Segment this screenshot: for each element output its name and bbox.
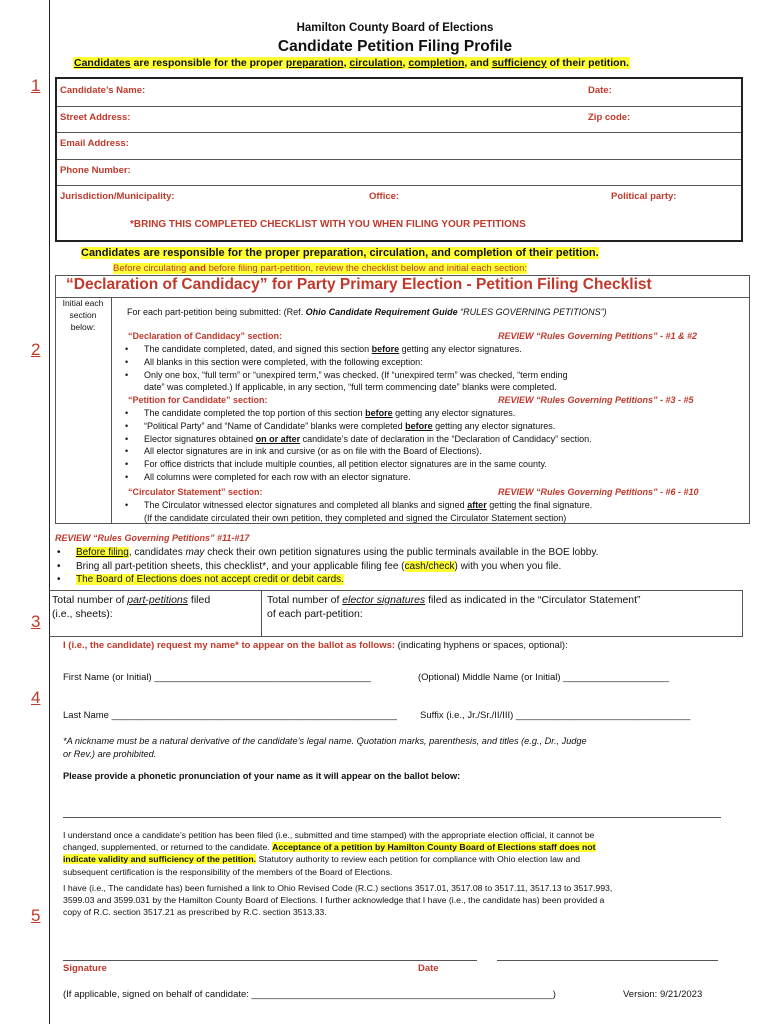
petition-section-head: “Petition for Candidate” section:: [128, 395, 268, 405]
filing-reminders: [52, 546, 752, 587]
list-item: • The Board of Elections does not accept credit or debit cards.: [52, 573, 752, 587]
responsibility-banner: Candidates are responsible for the proper preparation, circulation, completion, and sufficiency of their petition.: [74, 57, 629, 69]
list-item: • All columns were completed for each row with an elector signature.: [120, 471, 750, 484]
middle-name-field[interactable]: (Optional) Middle Name (or Initial) ____________________: [418, 672, 669, 683]
zip-code-label: Zip code:: [588, 111, 631, 123]
ohio-code-paragraph: I have (i.e., The candidate has) been furnished a link to Ohio Revised Code (R.C.) sections 3517.01, 3517.08 to 3517.11, 3517.13 to 3517.993, 3599.03 and 3599.031 by the Hamilton County Board of Elections. I further acknowledge that I have (i.e., the candidate has) been provided a copy of R.C. section 3517.21 as prescribed by R.C. section 3513.33.: [63, 883, 613, 918]
office-label: Office:: [369, 191, 400, 202]
responsibility-notice: Candidates are responsible for the proper preparation, circulation, and completion of their petition.: [81, 247, 599, 259]
street-row[interactable]: [57, 106, 741, 134]
review-rules-11-17: REVIEW “Rules Governing Petitions” #11-#17: [55, 533, 250, 543]
section-number-3: 3: [31, 612, 41, 631]
section-number-2: 2: [31, 340, 41, 359]
candidate-info-box: [55, 77, 743, 242]
signature-label: Signature: [63, 963, 107, 974]
phonetic-prompt: Please provide a phonetic pronunciation of your name as it will appear on the ballot below:: [63, 771, 461, 781]
list-item: • Only one box, “full term” or “unexpired term,” was checked. (If “unexpired term” was checked, “term ending date” was completed.) If applicable, in any section, “full term commencing date” blanks were completed.: [120, 369, 750, 395]
section-number-5: 5: [31, 906, 41, 925]
version-label: Version: 9/21/2023: [623, 989, 703, 1000]
review-rules-6-10: REVIEW “Rules Governing Petitions” - #6 - #10: [498, 487, 699, 497]
list-item: • Bring all part-petition sheets, this checklist*, and your applicable filing fee (cash/check) with you when you file.: [52, 560, 752, 574]
political-party-label: Political party:: [611, 191, 677, 202]
signature-line[interactable]: [63, 960, 477, 961]
checklist-title: “Declaration of Candidacy” for Party Primary Election - Petition Filing Checklist: [66, 276, 652, 293]
jurisdiction-label: Jurisdiction/Municipality:: [60, 191, 175, 202]
elector-signatures-total-field[interactable]: Total number of elector signatures filed as indicated in the “Circulator Statement” of each part-petition:: [267, 594, 641, 620]
list-item: • The candidate completed, dated, and signed this section before getting any elector signatures.: [120, 343, 750, 356]
list-item: • Before filing, candidates may check their own petition signatures using the public terminals available in the BOE lobby.: [52, 546, 752, 560]
divider: [55, 297, 750, 298]
divider: [49, 590, 742, 591]
candidate-name-label: Candidate’s Name:: [60, 85, 146, 96]
divider: [742, 590, 743, 636]
page-title: Candidate Petition Filing Profile: [277, 38, 513, 55]
date-label: Date:: [588, 85, 612, 96]
list-item: • For office districts that include multiple counties, all petition elector signatures are in the same county.: [120, 458, 750, 471]
phonetic-field[interactable]: [63, 817, 721, 818]
divider: [261, 590, 262, 636]
list-item: • All elector signatures are in ink and cursive (or as on file with the Board of Elections).: [120, 445, 750, 458]
part-petitions-total-field[interactable]: Total number of part-petitions filed (i.e., sheets):: [52, 594, 211, 620]
phone-row[interactable]: [57, 159, 741, 187]
street-address-label: Street Address:: [60, 111, 131, 123]
declaration-section-head: “Declaration of Candidacy” section:: [128, 331, 283, 341]
list-item: • The candidate completed the top portion of this section before getting any elector signatures.: [120, 407, 750, 420]
list-item: • Elector signatures obtained on or after candidate’s date of declaration in the “Declaration of Candidacy” section.: [120, 433, 750, 446]
review-rules-1-2: REVIEW “Rules Governing Petitions” - #1 & #2: [498, 331, 698, 341]
behalf-signature-field[interactable]: (If applicable, signed on behalf of candidate: _________________________________________________________): [63, 989, 556, 1000]
review-instruction: Before circulating and before filing part-petition, review the checklist below and initial each section:: [113, 263, 527, 274]
email-row[interactable]: [57, 132, 741, 160]
list-item: • The Circulator witnessed elector signatures and completed all blanks and signed after getting the final signature. (If the candidate circulated their own petition, they completed and signed the Circulator Statement section): [120, 499, 750, 525]
signature-date-label: Date: [418, 963, 439, 974]
section-number-4: 4: [31, 688, 41, 707]
date-line[interactable]: [497, 960, 718, 961]
nickname-note: *A nickname must be a natural derivative of the candidate’s legal name. Quotation marks, parenthesis, and titles (e.g., Dr., Judge or Rev.) are prohibited.: [63, 736, 587, 759]
section-number-1: 1: [31, 76, 41, 95]
list-item: • “Political Party” and “Name of Candidate” blanks were completed before getting any elector signatures.: [120, 420, 750, 433]
review-rules-3-5: REVIEW “Rules Governing Petitions” - #3 - #5: [498, 395, 694, 405]
org-name: Hamilton County Board of Elections: [296, 22, 494, 34]
petition-checklist: [120, 407, 750, 484]
ballot-name-request: I (i.e., the candidate) request my name* to appear on the ballot as follows: (indicating hyphens or spaces, optional):: [63, 640, 568, 651]
divider: [111, 297, 112, 523]
initial-column-label: Initial each section below:: [62, 298, 104, 332]
email-label: Email Address:: [60, 138, 129, 149]
name-row[interactable]: [57, 79, 741, 107]
suffix-field[interactable]: Suffix (i.e., Jr./Sr./II/III) _________________________________: [420, 710, 691, 721]
list-item: • All blanks in this section were completed, with the following exception:: [120, 356, 750, 369]
divider: [49, 636, 743, 637]
first-name-field[interactable]: First Name (or Initial) _________________________________________: [63, 672, 371, 683]
circulator-checklist: [120, 499, 750, 525]
acknowledgement-paragraph: I understand once a candidate’s petition has been filed (i.e., submitted and time stamped) with the appropriate election official, it cannot be changed, supplemented, or returned to the candidate. Acceptance of a petition by Hamilton County Board of Elections staff does not indicate validity and sufficiency of the petition. Statutory authority to review each petition for compliance with Ohio election law and subsequent certification is the responsibility of the members of the Board of Elections.: [63, 830, 596, 877]
phone-label: Phone Number:: [60, 164, 131, 176]
declaration-checklist: [120, 343, 750, 394]
last-name-field[interactable]: Last Name ______________________________________________________: [63, 710, 397, 721]
left-margin-rule: [49, 0, 50, 1024]
bring-checklist-notice: *BRING THIS COMPLETED CHECKLIST WITH YOU WHEN FILING YOUR PETITIONS: [130, 219, 526, 230]
jurisdiction-row[interactable]: [57, 185, 741, 212]
circulator-section-head: “Circulator Statement” section:: [128, 487, 263, 497]
checklist-intro: For each part-petition being submitted: (Ref. Ohio Candidate Requirement Guide “RULES GOVERNING PETITIONS”): [127, 307, 607, 317]
